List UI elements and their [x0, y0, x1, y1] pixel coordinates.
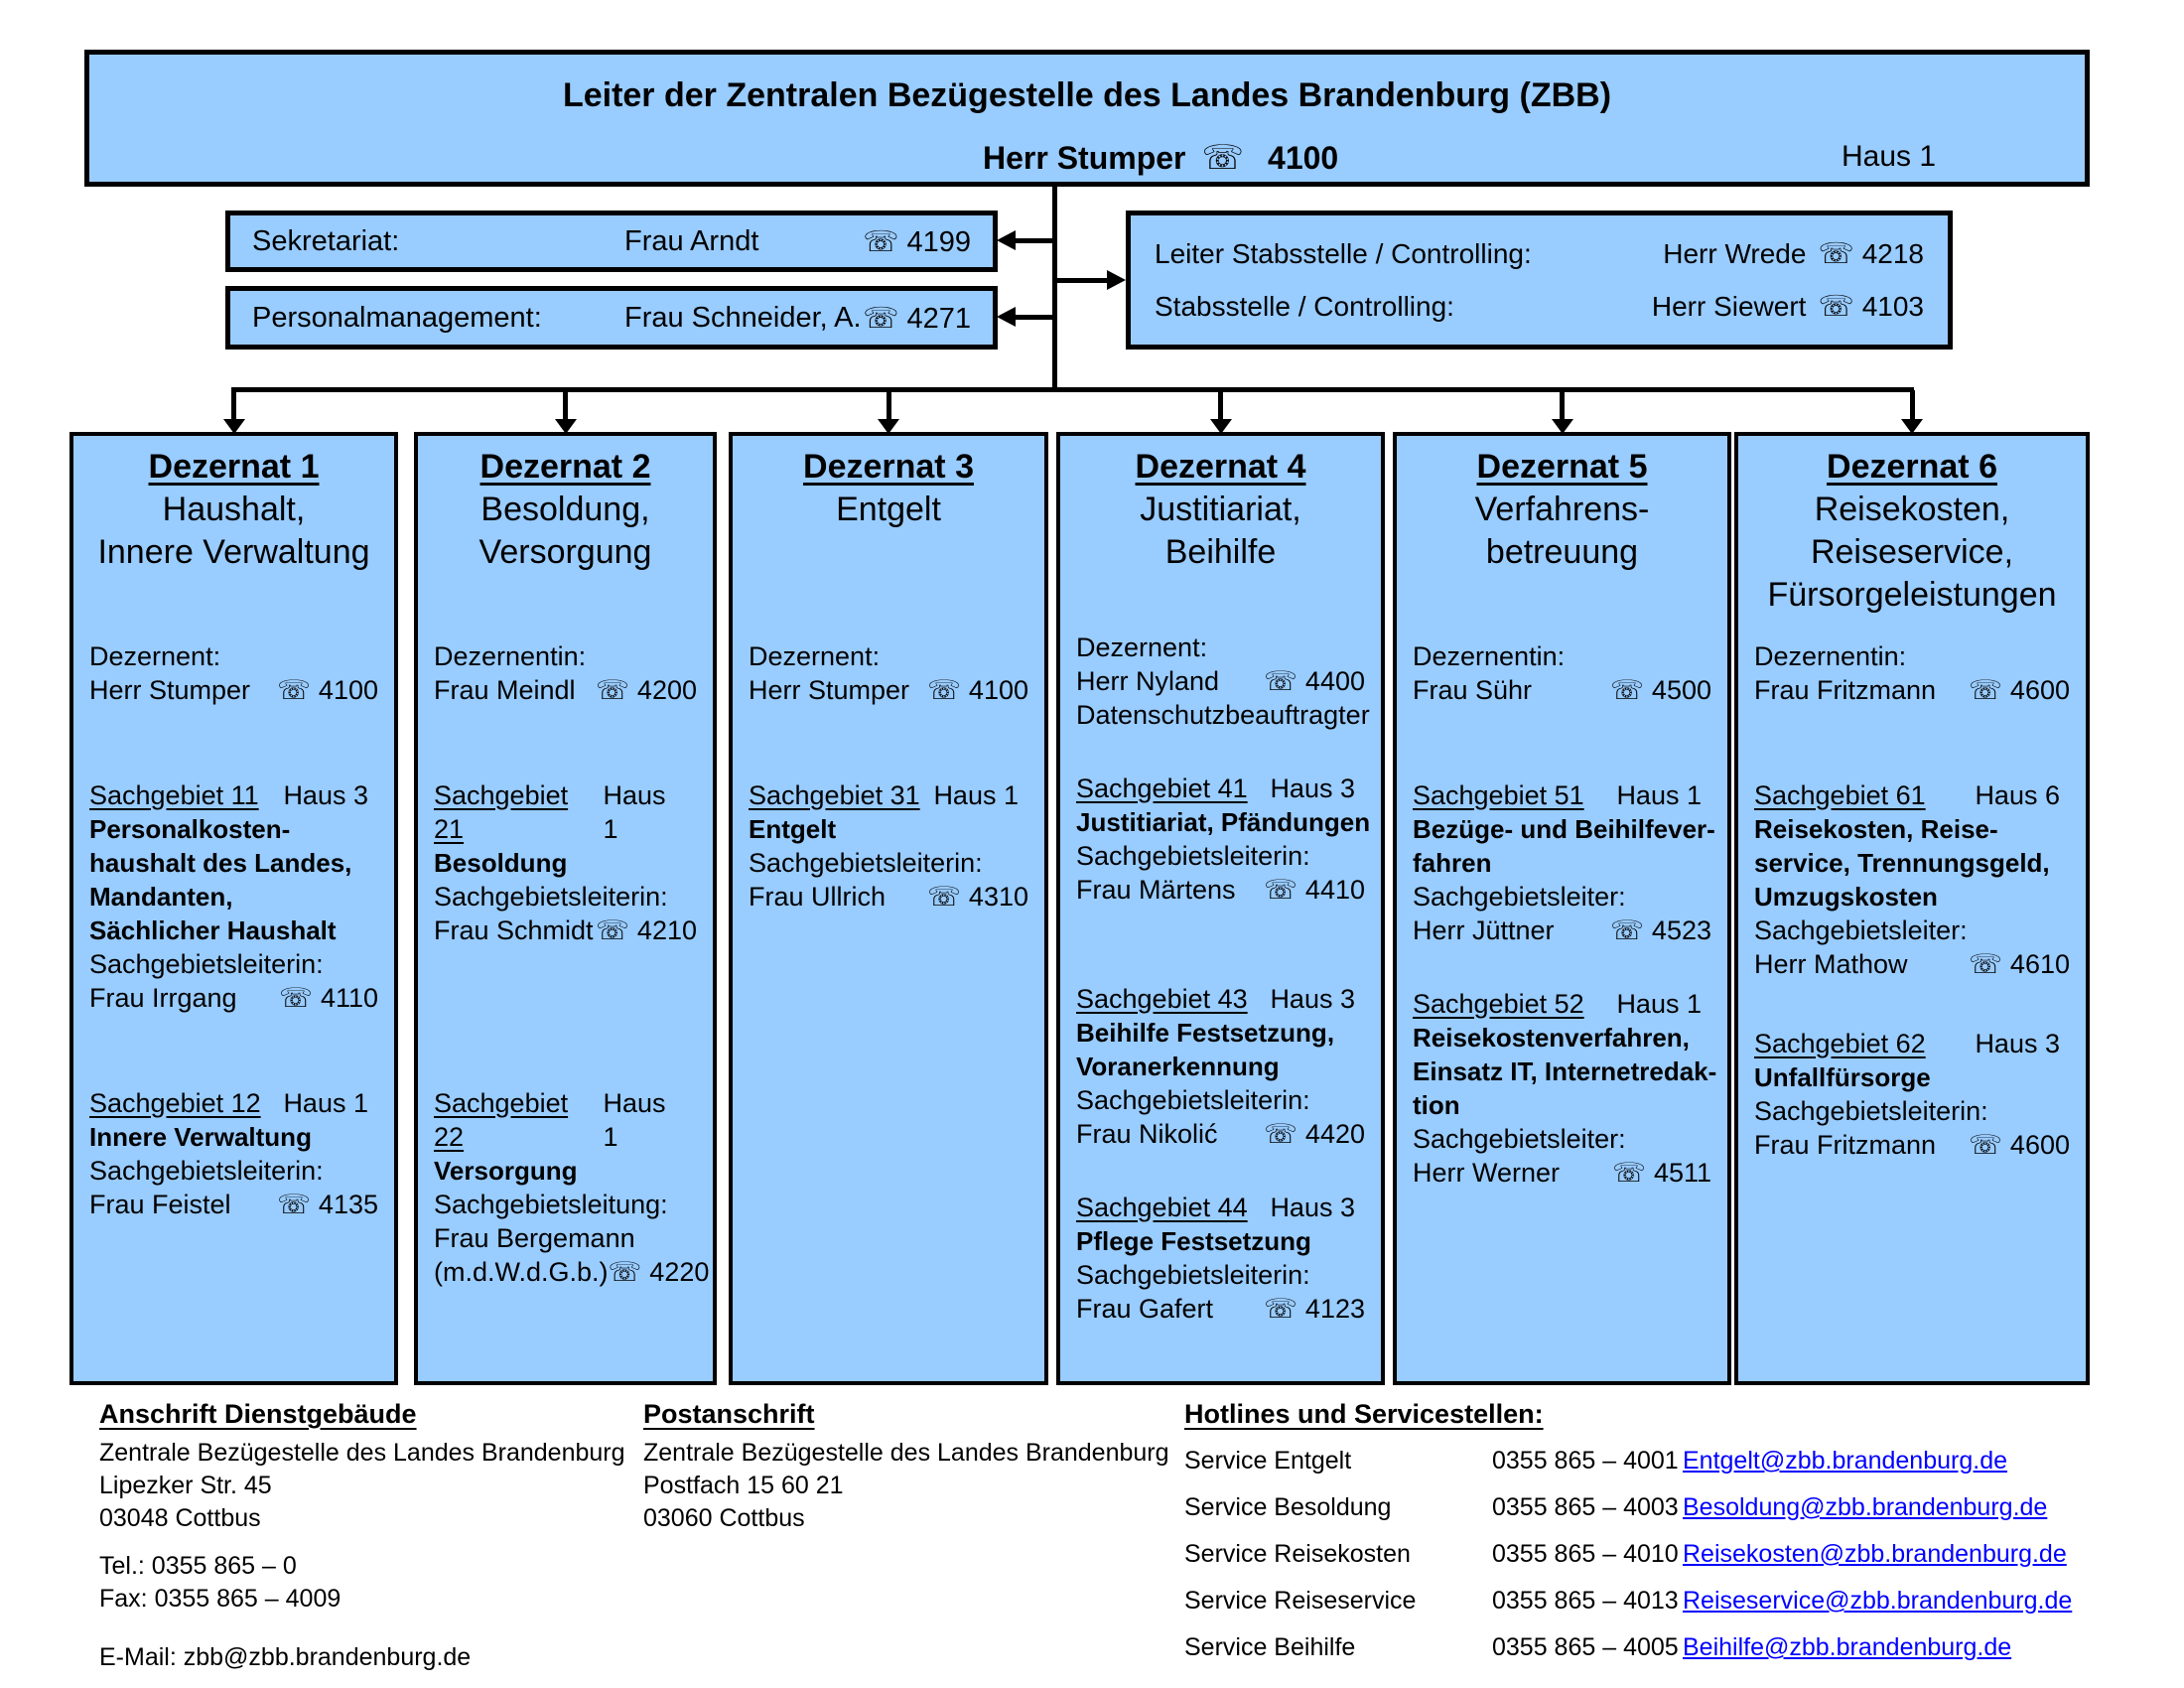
service-email-link[interactable]: Entgelt@zbb.brandenburg.de	[1683, 1447, 2008, 1475]
sachgebiet-leader-role: Sachgebietsleiterin:	[434, 882, 668, 912]
sachgebiet-block	[1076, 1191, 1365, 1326]
sachgebiet-topic-line: Innere Verwaltung	[89, 1122, 312, 1152]
sachgebiet-header-row	[1413, 778, 1711, 812]
dezernent-block	[434, 639, 697, 707]
person-phone-row	[1413, 1156, 1711, 1190]
sachgebiet-header-row	[434, 1086, 697, 1154]
person-name: Frau Fritzmann	[1754, 1130, 1937, 1160]
dezernent-block	[1076, 631, 1370, 732]
phone-icon: ☏	[1610, 675, 1644, 705]
service-phone: 0355 865 – 4001	[1492, 1447, 1679, 1475]
phone-icon: ☏	[596, 915, 629, 945]
sachgebiet-block	[434, 1086, 710, 1289]
sachgebiet-header-row	[1076, 772, 1365, 805]
person-name: Herr Jüttner	[1413, 915, 1555, 945]
person-phone-row	[1076, 664, 1365, 698]
phone	[1969, 947, 2070, 981]
phone-icon: ☏	[1612, 1158, 1646, 1188]
sachgebiet-topic-line: Sächlicher Haushalt	[89, 915, 337, 945]
sachgebiet-haus: Haus 1	[1616, 989, 1702, 1019]
phone-number: 4100	[318, 675, 378, 705]
phone	[609, 1255, 710, 1289]
person-name: Herr Stumper	[89, 675, 251, 705]
phone-icon: ☏	[608, 1257, 642, 1287]
service-label: Service Besoldung	[1184, 1493, 1392, 1521]
dezernent-role: Dezernentin:	[1754, 641, 1907, 671]
sachgebiet-leader-role: Sachgebietsleiterin:	[89, 949, 324, 979]
connector-drop-line-4	[1218, 390, 1223, 421]
service-label: Service Reisekosten	[1184, 1540, 1411, 1568]
connector-personalmanagement-line	[1016, 315, 1053, 320]
dezernat-title-block	[1397, 446, 1727, 574]
leader-line	[983, 138, 1338, 178]
sachgebiet-leader-role: Sachgebietsleiterin:	[749, 848, 983, 878]
sachgebiet-haus: Haus 1	[283, 1088, 368, 1118]
leader-name: Herr Stumper	[983, 140, 1186, 176]
person-phone-row	[1754, 1128, 2070, 1162]
sachgebiet-haus: Haus 1	[603, 1088, 666, 1152]
sachgebiet-label: Sachgebiet 31	[749, 780, 920, 810]
dezernent-role: Dezernentin:	[1413, 641, 1566, 671]
sachgebiet-topic-line: Bezüge- und Beihilfever-	[1413, 814, 1715, 844]
phone-icon: ☏	[927, 675, 961, 705]
sachgebiet-topic-line: fahren	[1413, 848, 1492, 878]
sachgebiet-leader-role: Sachgebietsleiter:	[1413, 882, 1626, 912]
dezernat-subtitle-line: Innere Verwaltung	[97, 533, 370, 571]
person-name: Frau Ullrich	[749, 882, 887, 912]
person-phone-row	[1413, 673, 1711, 707]
sachgebiet-haus: Haus 1	[933, 780, 1019, 810]
phone-number: 4600	[2009, 675, 2070, 705]
sachgebiet-header-row	[749, 778, 1028, 812]
sachgebiet-haus: Haus 3	[1270, 1193, 1355, 1222]
sachgebiet-label: Sachgebiet 21	[434, 780, 569, 844]
dezernent-role: Dezernent:	[89, 641, 221, 671]
anschrift-tel: Tel.: 0355 865 – 0	[99, 1552, 297, 1580]
stabsstelle-leiter-person	[1663, 236, 1924, 271]
service-label: Service Entgelt	[1184, 1447, 1352, 1475]
person-name: Frau Feistel	[89, 1190, 231, 1219]
dezernat-subtitle-line: Fürsorgeleistungen	[1767, 576, 2057, 614]
person-name: Frau Schmidt	[434, 915, 594, 945]
dezernent-role: Dezernentin:	[434, 641, 587, 671]
service-phone: 0355 865 – 4010	[1492, 1540, 1679, 1568]
connector-horizontal-line	[231, 387, 1914, 392]
phone-number: 4199	[906, 225, 971, 258]
connector-drop-line-1	[231, 390, 236, 421]
org-title: Leiter der Zentralen Bezügestelle des Landes Brandenburg (ZBB)	[562, 76, 1612, 114]
personalmanagement-phone	[863, 301, 971, 336]
footer-postanschrift	[643, 1398, 1169, 1535]
person-name: (m.d.W.d.G.b.)	[434, 1257, 609, 1287]
arrow-right-stabsstelle	[1107, 270, 1126, 290]
sachgebiet-haus: Haus 3	[1270, 774, 1355, 803]
sachgebiet-label: Sachgebiet 51	[1413, 780, 1584, 810]
service-phone: 0355 865 – 4013	[1492, 1587, 1679, 1615]
sachgebiet-label: Sachgebiet 52	[1413, 989, 1584, 1019]
dezernent-block	[1754, 639, 2070, 707]
phone-icon: ☏	[277, 1190, 311, 1219]
sachgebiet-haus: Haus 3	[1270, 984, 1355, 1014]
person-name: Frau Gafert	[1076, 1294, 1214, 1324]
anschrift-line: 03048 Cottbus	[99, 1504, 261, 1532]
person-name: Frau Sühr	[1413, 675, 1533, 705]
sachgebiet-topic-line: Versorgung	[434, 1156, 578, 1186]
anschrift-fax: Fax: 0355 865 – 4009	[99, 1585, 341, 1613]
sachgebiet-label: Sachgebiet 61	[1754, 780, 1926, 810]
sachgebiet-block	[434, 778, 697, 947]
person-phone-row	[89, 673, 378, 707]
service-email-link[interactable]: Reiseservice@zbb.brandenburg.de	[1683, 1587, 2073, 1615]
dezernat-subtitle-line: Besoldung,	[480, 491, 650, 528]
phone	[1264, 1117, 1365, 1151]
dezernat-title: Dezernat 4	[1135, 448, 1306, 486]
phone-number: 4600	[2009, 1130, 2070, 1160]
person-phone-row	[1413, 914, 1711, 947]
dezernat-title-block	[733, 446, 1044, 531]
dezernat-title: Dezernat 2	[479, 448, 651, 486]
sachgebiet-leader-role: Sachgebietsleiter:	[1754, 915, 1968, 945]
sachgebiet-topic-line: Reisekostenverfahren,	[1413, 1023, 1690, 1053]
sachgebiet-topic-line: Pflege Festsetzung	[1076, 1226, 1311, 1256]
sachgebiet-topic-line: Unfallfürsorge	[1754, 1062, 1931, 1092]
phone-number: 4123	[1304, 1294, 1365, 1324]
dezernat-column-6	[1734, 432, 2090, 1385]
sachgebiet-topic-line: Umzugskosten	[1754, 882, 1938, 912]
dezernat-subtitle-line: Justitiariat,	[1140, 491, 1301, 528]
postanschrift-line: 03060 Cottbus	[643, 1504, 805, 1532]
phone-icon: ☏	[1264, 1119, 1297, 1149]
dezernent-role: Dezernent:	[749, 641, 881, 671]
sachgebiet-topic-line: Personalkosten-	[89, 814, 291, 844]
dezernat-title-block	[418, 446, 713, 574]
phone-number: 4410	[1304, 875, 1365, 905]
dezernat-subtitle-line: Haushalt,	[162, 491, 306, 528]
sachgebiet-label: Sachgebiet 11	[89, 780, 259, 810]
postanschrift-line: Postfach 15 60 21	[643, 1472, 844, 1499]
service-phone: 0355 865 – 4005	[1492, 1633, 1679, 1661]
sachgebiet-topic-line: Reisekosten, Reise-	[1754, 814, 1998, 844]
person-name: Herr Nyland	[1076, 666, 1220, 696]
person-phone-row	[749, 880, 1028, 914]
stabsstelle-row-mitarbeiter	[1155, 289, 1924, 324]
phone	[1610, 673, 1711, 707]
sachgebiet-topic-line: Mandanten,	[89, 882, 233, 912]
person-phone-row	[1076, 1117, 1365, 1151]
arrow-left-personalmanagement	[997, 307, 1016, 327]
connector-drop-line-2	[563, 390, 568, 421]
dezernat-column-2	[414, 432, 717, 1385]
phone-number: 4210	[636, 915, 697, 945]
anschrift-line: Zentrale Bezügestelle des Landes Brandenburg	[99, 1439, 625, 1467]
sachgebiet-leader-role: Sachgebietsleitung:	[434, 1190, 668, 1219]
phone-number: 4523	[1651, 915, 1711, 945]
connector-sekretariat-line	[1016, 238, 1053, 243]
sachgebiet-block	[749, 778, 1028, 914]
sekretariat-name: Frau Arndt	[624, 224, 759, 257]
phone	[1264, 873, 1365, 907]
person-phone-row	[749, 673, 1028, 707]
phone-number: 4271	[906, 302, 971, 335]
phone-icon: ☏	[1264, 875, 1297, 905]
phone	[927, 673, 1028, 707]
person-name: Frau Fritzmann	[1754, 675, 1937, 705]
hotline-row	[1184, 1585, 2072, 1618]
sachgebiet-topic-line: Justitiariat, Pfändungen	[1076, 807, 1371, 837]
phone-icon: ☏	[1969, 675, 2002, 705]
phone	[1818, 236, 1924, 271]
phone-icon: ☏	[1969, 1130, 2002, 1160]
stabsstelle-row-leiter	[1155, 236, 1924, 271]
service-phone: 0355 865 – 4003	[1492, 1493, 1679, 1521]
phone-icon: ☏	[1264, 666, 1297, 696]
service-label: Service Reiseservice	[1184, 1587, 1417, 1615]
phone-icon: ☏	[927, 882, 961, 912]
stabsstelle-label: Stabsstelle / Controlling:	[1155, 290, 1454, 322]
dezernat-subtitle-line: Versorgung	[478, 533, 652, 571]
stabsstelle-person	[1652, 289, 1924, 324]
service-label: Service Beihilfe	[1184, 1633, 1356, 1661]
sekretariat-phone	[863, 224, 971, 259]
sachgebiet-block	[89, 1086, 378, 1221]
sachgebiet-label: Sachgebiet 22	[434, 1088, 569, 1152]
person-phone-row	[434, 1255, 710, 1289]
phone	[277, 673, 378, 707]
hotline-row	[1184, 1631, 2072, 1664]
sachgebiet-topic-line: tion	[1413, 1090, 1460, 1120]
sachgebiet-haus: Haus 3	[283, 780, 368, 810]
sachgebiet-label: Sachgebiet 62	[1754, 1029, 1926, 1058]
phone-icon: ☏	[1818, 238, 1854, 271]
sachgebiet-leader-role: Sachgebietsleiter:	[1413, 1124, 1626, 1154]
phone	[596, 914, 697, 947]
sachgebiet-block	[1413, 987, 1717, 1190]
phone	[1610, 914, 1711, 947]
sachgebiet-leader-role: Sachgebietsleiterin:	[1076, 1260, 1310, 1290]
phone	[927, 880, 1028, 914]
person-phone-row	[1754, 947, 2070, 981]
phone	[279, 981, 378, 1015]
hotlines-heading: Hotlines und Servicestellen:	[1184, 1399, 1544, 1429]
sachgebiet-header-row	[89, 778, 378, 812]
phone-number: 4420	[1304, 1119, 1365, 1149]
connector-drop-line-6	[1910, 390, 1915, 421]
anschrift-line: Lipezker Str. 45	[99, 1472, 272, 1499]
dezernat-subtitle-line: Beihilfe	[1164, 533, 1277, 571]
sachgebiet-header-row	[1413, 987, 1711, 1021]
person-phone-row	[1076, 873, 1365, 907]
anschrift-heading: Anschrift Dienstgebäude	[99, 1399, 417, 1429]
phone	[596, 673, 697, 707]
person-name: Frau Märtens	[1076, 875, 1236, 905]
person-name: Frau Meindl	[434, 675, 576, 705]
hotline-row	[1184, 1538, 2072, 1571]
person-name: Herr Mathow	[1754, 949, 1908, 979]
dezernat-column-5	[1393, 432, 1731, 1385]
connector-drop-line-5	[1560, 390, 1565, 421]
phone-icon: ☏	[863, 302, 899, 335]
sachgebiet-block	[1754, 778, 2070, 981]
sachgebiet-leader-role: Sachgebietsleiterin:	[1076, 1085, 1310, 1115]
personalmanagement-label: Personalmanagement:	[252, 301, 542, 334]
dezernat-subtitle-line: Entgelt	[836, 491, 941, 528]
personalmanagement-box	[225, 286, 998, 350]
sachgebiet-label: Sachgebiet 12	[89, 1088, 261, 1118]
sachgebiet-header-row	[434, 778, 697, 846]
postanschrift-heading: Postanschrift	[643, 1399, 815, 1429]
dezernent-block	[749, 639, 1028, 707]
dezernat-title-block	[1738, 446, 2086, 617]
phone-icon: ☏	[1818, 290, 1854, 323]
sachgebiet-topic-line: service, Trennungsgeld,	[1754, 848, 2050, 878]
phone-icon: ☏	[277, 675, 311, 705]
dezernent-block	[89, 639, 378, 707]
sachgebiet-haus: Haus 1	[603, 780, 666, 844]
dezernent-role: Dezernent:	[1076, 633, 1208, 662]
phone-number: 4110	[320, 983, 378, 1013]
phone-number: 4100	[968, 675, 1028, 705]
sachgebiet-block	[1413, 778, 1715, 947]
sachgebiet-haus: Haus 6	[1975, 780, 2060, 810]
phone-number: 4310	[968, 882, 1028, 912]
phone-number: 4218	[1861, 238, 1924, 270]
dezernent-extra: Datenschutzbeauftragter	[1076, 700, 1370, 730]
dezernat-column-3	[729, 432, 1048, 1385]
hotline-row	[1184, 1445, 2072, 1477]
sekretariat-label: Sekretariat:	[252, 224, 400, 257]
phone	[1264, 664, 1365, 698]
hotline-row	[1184, 1491, 2072, 1524]
person-phone-row	[89, 1188, 378, 1221]
dezernat-title: Dezernat 1	[148, 448, 320, 486]
sachgebiet-label: Sachgebiet 41	[1076, 774, 1248, 803]
sachgebiet-topic-line: Beihilfe Festsetzung,	[1076, 1018, 1335, 1048]
sachgebiet-haus: Haus 1	[1616, 780, 1702, 810]
sachgebiet-haus: Haus 3	[1975, 1029, 2060, 1058]
sachgebiet-topic-line: Voranerkennung	[1076, 1052, 1280, 1081]
service-email-link[interactable]: Besoldung@zbb.brandenburg.de	[1683, 1493, 2048, 1521]
stabsstelle-box	[1126, 211, 1953, 350]
postanschrift-line: Zentrale Bezügestelle des Landes Brandenburg	[643, 1439, 1169, 1467]
connector-drop-line-3	[887, 390, 891, 421]
sachgebiet-header-row	[1076, 1191, 1365, 1224]
person-phone-row	[434, 914, 697, 947]
phone	[1969, 1128, 2070, 1162]
dezernat-title-block	[73, 446, 394, 574]
phone	[277, 1188, 378, 1221]
dezernat-column-1	[69, 432, 398, 1385]
person-name: Herr Wrede	[1663, 238, 1807, 270]
connector-trunk-line	[1052, 185, 1057, 389]
dezernat-title: Dezernat 3	[803, 448, 974, 486]
personalmanagement-name: Frau Schneider, A.	[624, 301, 862, 334]
phone-icon: ☏	[1969, 949, 2002, 979]
footer-hotlines	[1184, 1398, 2072, 1664]
sachgebiet-block	[1076, 982, 1365, 1151]
sachgebiet-leader-role: Sachgebietsleiterin:	[1754, 1096, 1988, 1126]
sachgebiet-leader-name: Frau Bergemann	[434, 1223, 635, 1253]
phone-number: 4200	[636, 675, 697, 705]
sachgebiet-header-row	[89, 1086, 378, 1120]
dezernent-block	[1413, 639, 1711, 707]
hotline-rows	[1184, 1445, 2072, 1664]
sachgebiet-label: Sachgebiet 44	[1076, 1193, 1248, 1222]
sachgebiet-label: Sachgebiet 43	[1076, 984, 1248, 1014]
person-name: Herr Werner	[1413, 1158, 1561, 1188]
phone-icon: ☏	[1201, 139, 1245, 177]
sachgebiet-topic-line: Entgelt	[749, 814, 837, 844]
dezernat-title: Dezernat 6	[1827, 448, 1997, 486]
person-name: Herr Stumper	[749, 675, 910, 705]
person-name: Frau Nikolić	[1076, 1119, 1218, 1149]
leader-phone: 4100	[1268, 140, 1339, 176]
phone-number: 4220	[649, 1257, 710, 1287]
phone-number: 4400	[1304, 666, 1365, 696]
dezernat-subtitle-line: Verfahrens-	[1474, 491, 1650, 528]
phone-icon: ☏	[596, 675, 629, 705]
sachgebiet-topic-line: haushalt des Landes,	[89, 848, 352, 878]
person-phone-row	[1076, 1292, 1365, 1326]
phone-icon: ☏	[1264, 1294, 1297, 1324]
phone-number: 4500	[1651, 675, 1711, 705]
dezernat-subtitle-line: Reisekosten,	[1814, 491, 2010, 528]
footer-anschrift	[99, 1398, 625, 1674]
leader-haus: Haus 1	[1842, 140, 1937, 173]
dezernat-title: Dezernat 5	[1476, 448, 1648, 486]
service-email-link[interactable]: Beihilfe@zbb.brandenburg.de	[1683, 1633, 2012, 1661]
stabsstelle-leiter-label: Leiter Stabsstelle / Controlling:	[1155, 238, 1532, 270]
phone	[1612, 1156, 1711, 1190]
phone	[1264, 1292, 1365, 1326]
sachgebiet-topic-line: Besoldung	[434, 848, 568, 878]
anschrift-email: E-Mail: zbb@zbb.brandenburg.de	[99, 1643, 472, 1671]
sachgebiet-leader-role: Sachgebietsleiterin:	[89, 1156, 324, 1186]
person-name: Herr Siewert	[1651, 290, 1807, 322]
sachgebiet-header-row	[1076, 982, 1365, 1016]
sachgebiet-block	[1754, 1027, 2070, 1162]
phone-number: 4135	[318, 1190, 378, 1219]
sachgebiet-block	[1076, 772, 1371, 907]
dezernat-title-block	[1060, 446, 1381, 574]
person-phone-row	[1754, 673, 2070, 707]
sachgebiet-header-row	[1754, 1027, 2070, 1060]
person-phone-row	[434, 673, 697, 707]
phone	[1818, 289, 1924, 324]
sachgebiet-header-row	[1754, 778, 2070, 812]
phone-icon: ☏	[1610, 915, 1644, 945]
dezernat-column-4	[1056, 432, 1385, 1385]
sachgebiet-topic-line: Einsatz IT, Internetredak-	[1413, 1056, 1717, 1086]
phone-icon: ☏	[863, 225, 899, 258]
person-phone-row	[89, 981, 378, 1015]
dezernat-subtitle-line: Reiseservice,	[1810, 533, 2014, 571]
service-email-link[interactable]: Reisekosten@zbb.brandenburg.de	[1683, 1540, 2067, 1568]
phone-icon: ☏	[279, 983, 313, 1013]
sekretariat-box	[225, 211, 998, 272]
phone-number: 4511	[1653, 1158, 1711, 1188]
connector-stabsstelle-line	[1056, 278, 1108, 283]
leader-box	[84, 50, 2090, 187]
arrow-left-sekretariat	[997, 230, 1016, 250]
sachgebiet-block	[89, 778, 378, 1015]
phone-number: 4610	[2009, 949, 2070, 979]
person-name: Frau Irrgang	[89, 983, 237, 1013]
phone	[1969, 673, 2070, 707]
sachgebiet-leader-role: Sachgebietsleiterin:	[1076, 841, 1310, 871]
dezernat-subtitle-line: betreuung	[1485, 533, 1639, 571]
phone-number: 4103	[1861, 290, 1924, 322]
